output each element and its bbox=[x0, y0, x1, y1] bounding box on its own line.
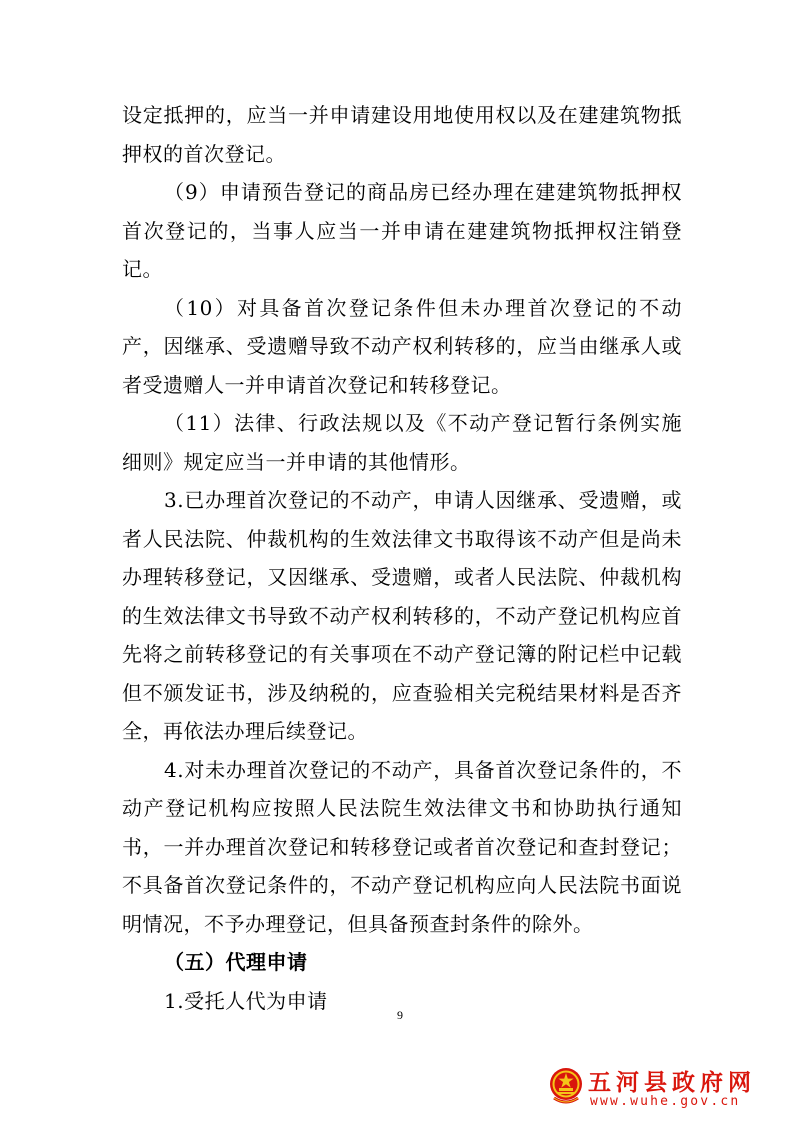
paragraph: 3.已办理首次登记的不动产，申请人因继承、受遗赠，或者人民法院、仲裁机构的生效法律文书取得该不动产但是尚未办理转移登记，又因继承、受遗赠，或者人民法院、仲裁机构的生效法律文书导致不动产权利转移的，不动产登记机构应首先将之前转移登记的有关事项在不动产登记簿的附记栏中记载但不颁发证书，涉及纳税的，应查验相关完税结果材料是否齐全，再依法办理后续登记。 bbox=[122, 488, 682, 743]
watermark-url: www.wuhe.gov.cn bbox=[590, 1094, 741, 1109]
paragraph: 4.对未办理首次登记的不动产，具备首次登记条件的，不动产登记机构应按照人民法院生效法律文书和协助执行通知书，一并办理首次登记和转移登记或者首次登记和查封登记；不具备首次登记条件的，不动产登记机构应向人民法院书面说明情况，不予办理登记，但具备预查封条件的除外。 bbox=[122, 757, 682, 936]
page-number: 9 bbox=[397, 1008, 403, 1022]
paragraph: （11）法律、行政法规以及《不动产登记暂行条例实施细则》规定应当一并申请的其他情形。 bbox=[122, 411, 682, 474]
paragraph: （10）对具备首次登记条件但未办理首次登记的不动产，因继承、受遗赠导致不动产权利转移的，应当由继承人或者受遗赠人一并申请首次登记和转移登记。 bbox=[122, 295, 682, 397]
document-body bbox=[122, 96, 682, 1020]
watermark-title: 五河县政府网 bbox=[588, 1070, 756, 1096]
paragraph: 1.受托人代为申请 bbox=[164, 988, 328, 1013]
section-heading: （五）代理申请 bbox=[164, 950, 308, 974]
paragraph: 设定抵押的，应当一并申请建设用地使用权以及在建建筑物抵押权的首次登记。 bbox=[122, 103, 682, 166]
site-watermark bbox=[544, 1064, 764, 1114]
national-emblem-icon bbox=[548, 1066, 584, 1106]
paragraph: （9）申请预告登记的商品房已经办理在建建筑物抵押权首次登记的，当事人应当一并申请在建建筑物抵押权注销登记。 bbox=[122, 180, 682, 281]
